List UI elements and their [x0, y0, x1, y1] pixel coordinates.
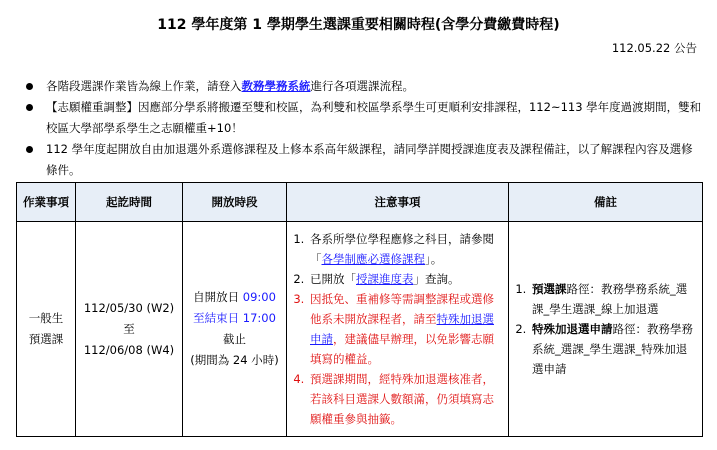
open-duration: (期間為 24 小時) [190, 353, 279, 367]
header-remarks: 備註 [509, 183, 703, 222]
notes-cell [287, 222, 509, 437]
syllabus-link[interactable]: 授課進度表 [356, 272, 414, 286]
header-task: 作業事項 [17, 183, 76, 222]
note-text: 因抵免、重補修等需調整課程或選修他系未開放課程者，請至 [310, 292, 494, 326]
special-add-drop-link[interactable]: 特殊加退選申請 [310, 312, 494, 346]
open-deadline: 截止 [223, 332, 246, 346]
header-period: 起訖時間 [76, 183, 183, 222]
note-item [308, 369, 501, 429]
open-start [184, 287, 285, 308]
remark-item [530, 279, 695, 319]
header-open-time: 開放時段 [183, 183, 287, 222]
task-name: 一般生 [28, 311, 64, 325]
note-text: 」。 [425, 252, 443, 266]
note-text: 預選課期間，經特殊加退選核准者，若該科目選課人數額滿，仍須填寫志願權重參與抽籤。 [310, 372, 494, 426]
note-text: 已開放「 [310, 272, 356, 286]
notice-item-weight [22, 97, 702, 139]
remarks-cell [509, 222, 703, 437]
note-item [308, 289, 501, 369]
note-item [308, 269, 501, 289]
note-text: ，建議儘早辦理，以免影響志願填寫的權益。 [310, 332, 494, 366]
task-name: 預選課 [28, 332, 64, 346]
notice-text: 各階段選課作業皆為線上作業，請登入 [46, 79, 242, 93]
remark-text: 路徑：教務學務系統_選課_學生選課_特殊加退選申請 [532, 322, 693, 376]
note-text: 各系所學位學程應修之科目，請參閱「 [310, 232, 494, 266]
remark-item [530, 319, 695, 379]
notice-item-online [22, 76, 702, 97]
remark-title: 特殊加退選申請 [532, 322, 613, 336]
announcement-date: 112.05.22 公告 [611, 41, 697, 55]
period-start: 112/05/30 (W2) [83, 300, 175, 315]
required-courses-link[interactable]: 各學制應必選修課程 [321, 252, 425, 266]
remark-text: 路徑：教務學務系統_選課_學生選課_線上加退選 [532, 282, 688, 316]
open-time-cell [183, 222, 287, 437]
remark-title: 預選課 [532, 282, 567, 296]
task-cell [17, 222, 76, 437]
page-title: 112 學年度第 1 學期學生選課重要相關時程(含學分費繳費時程) [157, 17, 560, 33]
period-end: 112/06/08 (W4) [83, 342, 175, 357]
period-to: 至 [123, 321, 135, 336]
open-end: 至結束日 17:00 [193, 311, 276, 325]
notice-text: 112 學年度起開放自由加退選外系選修課程及上修本系高年級課程，請同學詳閱授課進度表及課程備註，以了解課程內容及選修條件。 [46, 142, 693, 177]
academic-system-link[interactable]: 教務學務系統 [241, 79, 311, 93]
note-item [308, 229, 501, 269]
period-cell [76, 222, 183, 437]
schedule-table [16, 182, 703, 437]
header-notes: 注意事項 [287, 183, 509, 222]
notes-list [288, 223, 507, 435]
open-start-label: 自開放日 [193, 290, 243, 304]
table-row [17, 222, 703, 437]
notice-text: 【志願權重調整】因應部分學系將搬遷至雙和校區，為利雙和校區學系學生可更順利安排課程，112~113 學年度過渡期間，雙和校區大學部學系學生之志願權重+10！ [46, 100, 702, 135]
notice-item-free-add-drop [22, 139, 702, 181]
note-text: 」查詢。 [413, 272, 460, 286]
table-header-row [17, 183, 703, 222]
remarks-list [510, 275, 701, 383]
open-start-time: 09:00 [242, 290, 276, 304]
notice-text: 進行各項選課流程。 [310, 79, 414, 93]
notice-list [22, 76, 702, 181]
